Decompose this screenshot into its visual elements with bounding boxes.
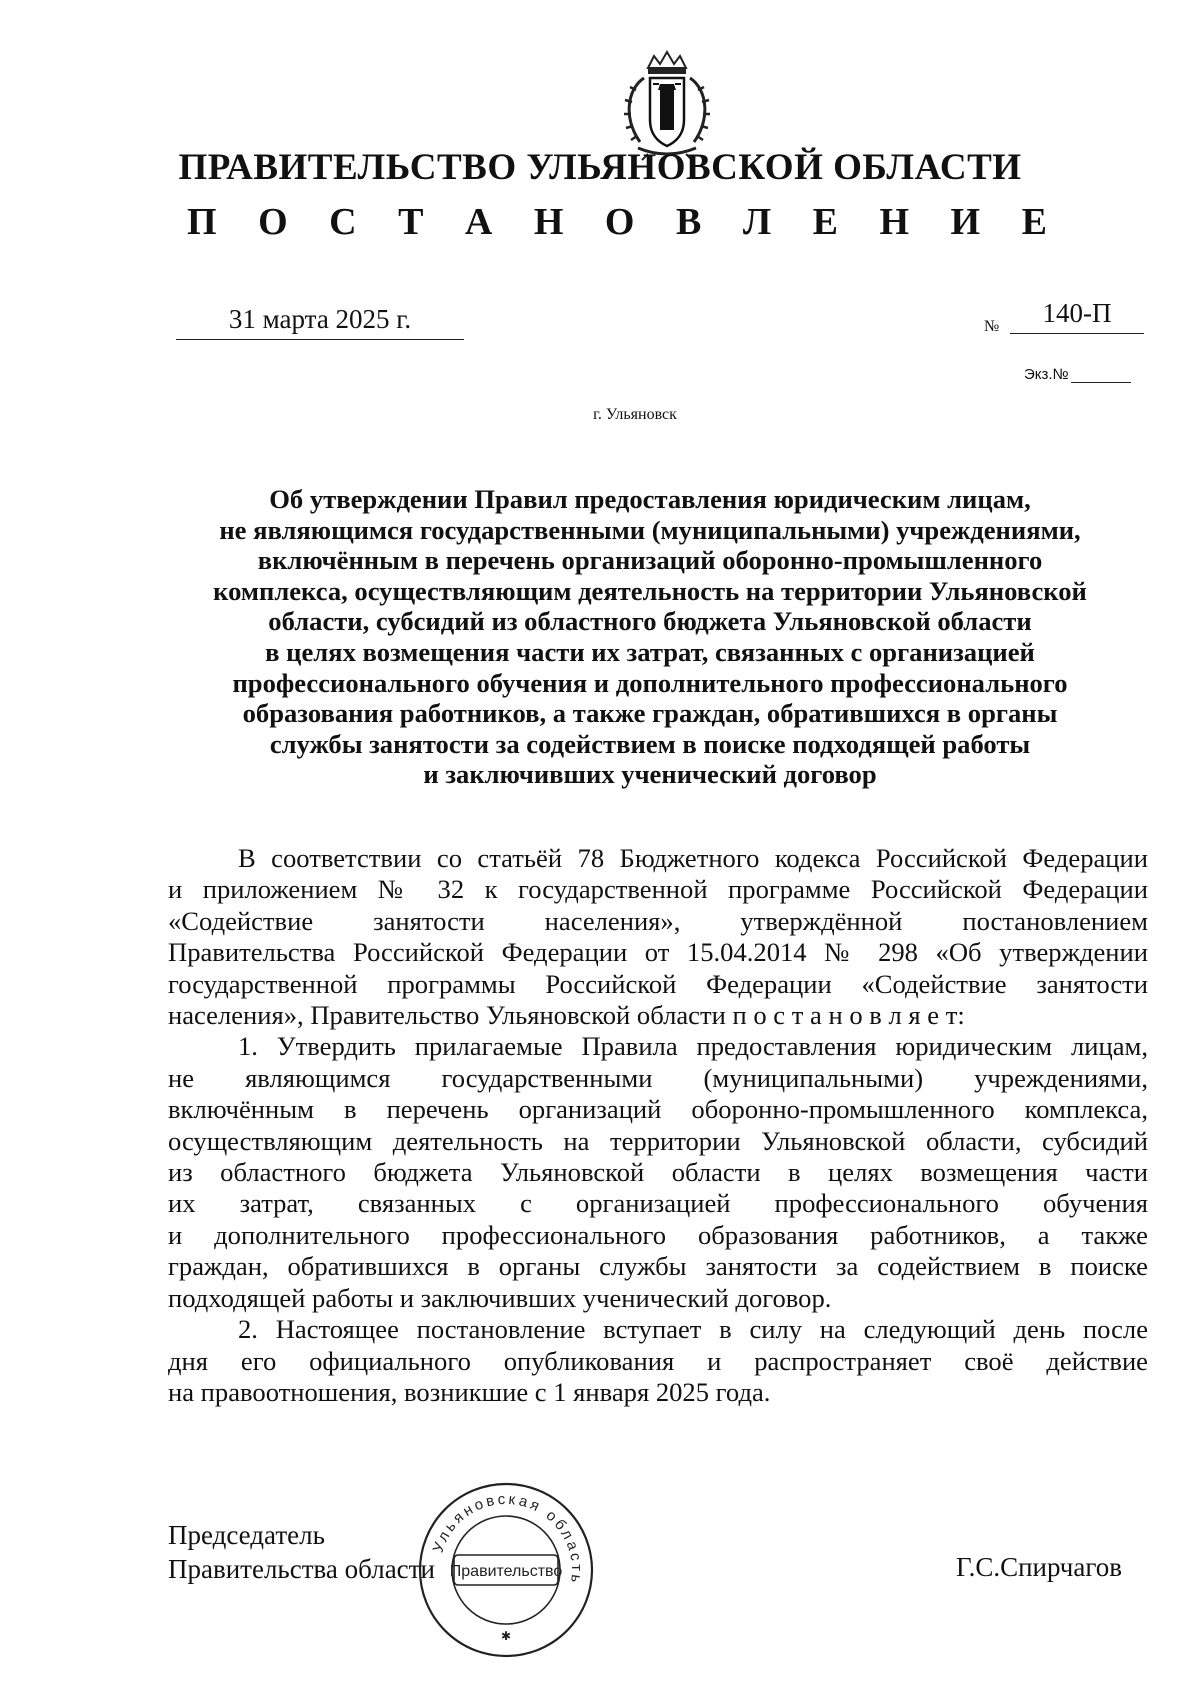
subject-line: комплекса, осуществляющим деятельность на территории Ульяновской: [213, 575, 1087, 606]
city-name: г. Ульяновск: [593, 406, 677, 423]
number-sign: №: [984, 318, 1000, 335]
organization-title: ПРАВИТЕЛЬСТВО УЛЬЯНОВСКОЙ ОБЛАСТИ: [178, 147, 1022, 188]
date-underline: [176, 339, 464, 340]
body-line: и приложением № 32 к государственной программе Российской Федерации: [168, 874, 1148, 905]
copy-label: Экз.№: [1024, 366, 1069, 383]
signer-name: Г.С.Спирчагов: [956, 1552, 1123, 1582]
copy-underline: [1071, 370, 1131, 383]
subject-line: службы занятости за содействием в поиске подходящей работы: [269, 728, 1031, 759]
body-line: населения», Правительство Ульяновской области п о с т а н о в л я е т:: [168, 1000, 965, 1031]
body-line: «Содействие занятости населения», утверждённой постановлением: [168, 905, 1148, 936]
copy-number-field: [1024, 366, 1131, 383]
body-line: подходящей работы и заключивших ученический договор.: [168, 1282, 832, 1313]
body-line: дня его официального опубликования и распространяет своё действие: [168, 1345, 1148, 1376]
signer-position-line: Председатель: [168, 1520, 325, 1550]
official-seal: [416, 1480, 596, 1660]
body-line: 1. Утвердить прилагаемые Правила предоставления юридическим лицам,: [238, 1031, 1148, 1062]
body-line: и дополнительного профессионального образования работников, а также: [168, 1219, 1148, 1250]
number-underline: [1010, 333, 1144, 334]
number-field: [984, 298, 1144, 335]
subject-line: в целях возмещения части их затрат, связанных с организацией: [265, 636, 1035, 667]
date-field: [176, 304, 464, 340]
seal-outer-text: Ульяновская область: [429, 1490, 586, 1587]
seal-star-icon: ✱: [500, 1629, 512, 1643]
signer-position-line: Правительства области: [168, 1554, 435, 1584]
body-line: не являющимся государственными (муниципальными) учреждениями,: [168, 1062, 1148, 1093]
body-line: осуществляющим деятельность на территории Ульяновской области, субсидий: [168, 1125, 1148, 1156]
subject-line: области, субсидий из областного бюджета Ульяновской области: [268, 606, 1032, 637]
subject-line: не являющимся государственными (муниципальными) учреждениями,: [219, 514, 1081, 545]
subject-line: включённым в перечень организаций оборонно-промышленного: [257, 545, 1043, 576]
signer-position: [168, 1518, 435, 1586]
document-type-heading: П О С Т А Н О В Л Е Н И Е: [187, 201, 1063, 243]
document-subject: [160, 484, 1140, 790]
subject-line: образования работников, а также граждан, обратившихся в органы: [242, 698, 1058, 729]
body-line: 2. Настоящее постановление вступает в силу на следующий день после: [238, 1314, 1148, 1345]
seal-center-text: Правительство: [449, 1563, 563, 1580]
body-line: Правительства Российской Федерации от 15.04.2014 № 298 «Об утверждении: [168, 937, 1148, 968]
body-line: на правоотношения, возникшие с 1 января 2025 года.: [168, 1376, 771, 1407]
body-line: их затрат, связанных с организацией профессионального обучения: [168, 1188, 1148, 1219]
document-number: 140-П: [1042, 298, 1112, 328]
subject-line: и заключивших ученический договор: [423, 759, 877, 790]
document-date: 31 марта 2025 г.: [228, 304, 412, 334]
body-line: В соответствии со статьёй 78 Бюджетного кодекса Российской Федерации: [238, 843, 1148, 873]
body-line: государственной программы Российской Федерации «Содействие занятости: [168, 968, 1148, 999]
document-body: [168, 843, 1148, 1408]
body-line: из областного бюджета Ульяновской области в целях возмещения части: [168, 1157, 1148, 1188]
subject-line: профессионального обучения и дополнительного профессионального: [232, 667, 1068, 698]
body-line: граждан, обратившихся в органы службы занятости за содействием в поиске: [168, 1251, 1148, 1282]
subject-line: Об утверждении Правил предоставления юридическим лицам,: [269, 484, 1031, 514]
body-line: включённым в перечень организаций оборонно-промышленного комплекса,: [168, 1094, 1148, 1125]
